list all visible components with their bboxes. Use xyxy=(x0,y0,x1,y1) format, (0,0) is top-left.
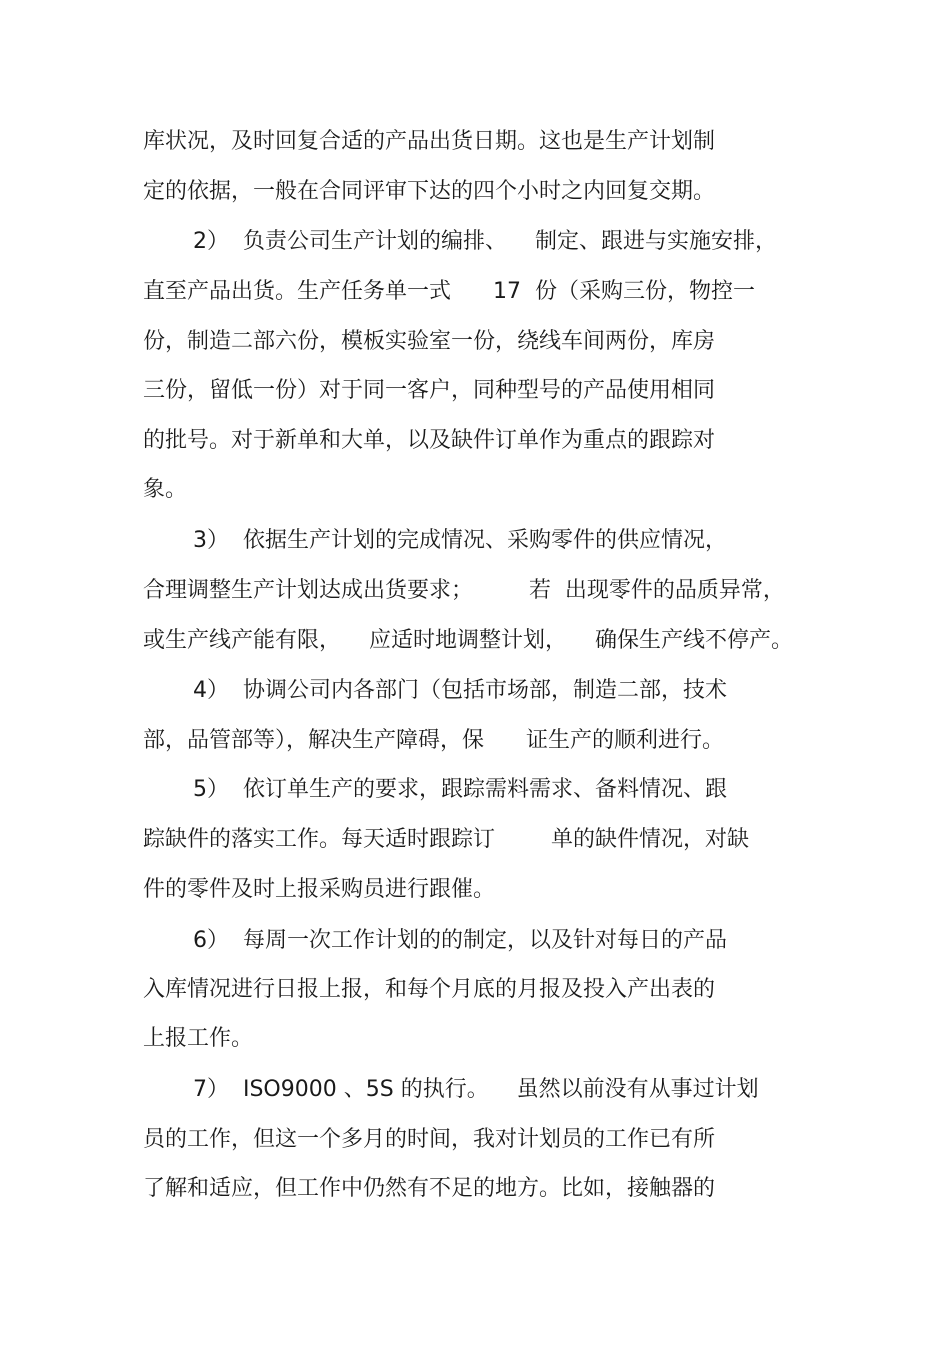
text-line: 定的依据，一般在合同评审下达的四个小时之内回复交期。 xyxy=(143,179,716,204)
text-line: 6） 每周一次工作计划的的制定，以及针对每日的产品 xyxy=(193,928,727,953)
text-line: 2） 负责公司生产计划的编排、 制定、跟进与实施安排， xyxy=(193,229,777,254)
text-line: 三份，留低一份）对于同一客户，同种型号的产品使用相同 xyxy=(143,378,716,403)
text-line: 上报工作。 xyxy=(143,1026,254,1051)
text-line: 了解和适应，但工作中仍然有不足的地方。比如，接触器的 xyxy=(143,1176,716,1201)
text-line: 件的零件及时上报采购员进行跟催。 xyxy=(143,877,496,902)
text-line: 3） 依据生产计划的完成情况、采购零件的供应情况， xyxy=(193,528,727,553)
text-line: 份，制造二部六份，模板实验室一份，绕线车间两份，库房 xyxy=(143,329,716,354)
text-line: 员的工作，但这一个多月的时间，我对计划员的工作已有所 xyxy=(143,1127,716,1152)
text-line: 7） ISO9000 、5S 的执行。 虽然以前没有从事过计划 xyxy=(193,1077,759,1102)
text-line: 部，品管部等），解决生产障碍，保 证生产的顺利进行。 xyxy=(143,728,724,753)
text-line: 库状况，及时回复合适的产品出货日期。这也是生产计划制 xyxy=(143,129,716,154)
text-line: 象。 xyxy=(143,477,188,502)
text-line: 入库情况进行日报上报，和每个月底的月报及投入产出表的 xyxy=(143,977,716,1002)
text-line: 5） 依订单生产的要求，跟踪需料需求、备料情况、跟 xyxy=(193,777,727,802)
text-line: 4） 协调公司内各部门（包括市场部，制造二部，技术 xyxy=(193,678,727,703)
text-line: 或生产线产能有限， 应适时地调整计划， 确保生产线不停产。 xyxy=(143,628,793,653)
text-line: 踪缺件的落实工作。每天适时跟踪订 单的缺件情况，对缺 xyxy=(143,827,749,852)
text-line: 的批号。对于新单和大单，以及缺件订单作为重点的跟踪对 xyxy=(143,428,716,453)
text-line: 合理调整生产计划达成出货要求； 若 出现零件的品质异常， xyxy=(143,578,785,603)
text-line: 直至产品出货。生产任务单一式 17 份（采购三份，物控一 xyxy=(143,279,755,304)
